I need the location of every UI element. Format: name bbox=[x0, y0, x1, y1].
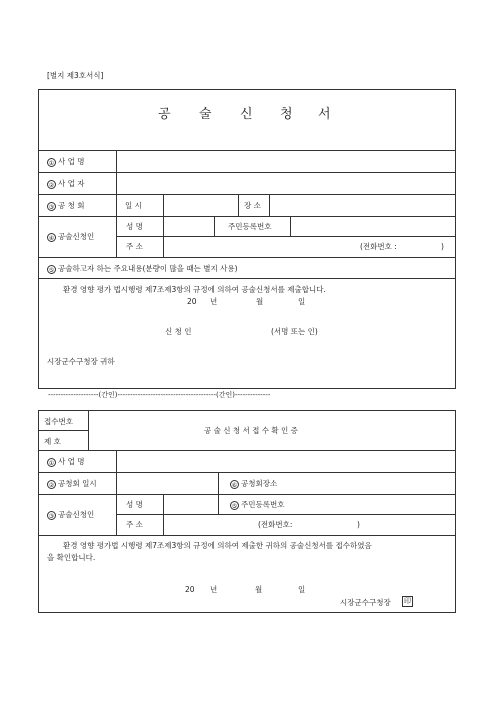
receipt-date-century: 20 bbox=[185, 585, 195, 594]
receipt-confirmation-text-2: 을 확인합니다. bbox=[47, 553, 96, 562]
receipt-phone-close: ) bbox=[357, 520, 360, 529]
form-title bbox=[38, 107, 456, 128]
business-operator-field[interactable] bbox=[117, 173, 455, 193]
row-public-hearing bbox=[47, 201, 85, 211]
circle-number: ② bbox=[48, 181, 55, 189]
circle-number: ④ bbox=[48, 234, 55, 242]
official-seal-icon: 印 bbox=[404, 597, 411, 605]
row-statement-content bbox=[47, 264, 238, 274]
business-name-field[interactable] bbox=[117, 151, 455, 171]
receipt-title: 공 술 신 청 서 접 수 확 인 증 bbox=[204, 426, 298, 435]
circle-number: ⑤ bbox=[231, 502, 238, 510]
receipt-number-label: 접수번호 bbox=[44, 417, 73, 426]
row-receipt-applicant bbox=[47, 510, 94, 520]
business-name-label: 사 업 명 bbox=[58, 157, 85, 166]
hearing-datetime-label: 일 시 bbox=[125, 201, 142, 210]
applicant-label: 공술신청인 bbox=[58, 232, 95, 241]
date-century: 20 bbox=[187, 297, 197, 306]
date-year: 년 bbox=[210, 297, 218, 306]
receipt-hearing-place-field[interactable] bbox=[290, 473, 455, 493]
date-day: 일 bbox=[298, 297, 306, 306]
applicant-id-label: 주민등록번호 bbox=[228, 222, 272, 231]
statement-content-label: 공술하고자 하는 주요내용(분량이 많을 때는 별지 사용) bbox=[58, 264, 238, 273]
applicant-name-label: 성 명 bbox=[126, 222, 143, 231]
phone-label: (전화번호 : bbox=[360, 242, 397, 251]
addressee: 시장군수구청장 귀하 bbox=[47, 357, 115, 366]
applicant-sign-label: 신 청 인 bbox=[165, 327, 192, 336]
receipt-hearing-datetime-field[interactable] bbox=[117, 473, 217, 493]
declaration-text: 환경 영향 평가 법시행령 제7조제3항의 규정에 의하여 공술신청서를 제출합니다. bbox=[63, 285, 326, 294]
circle-number: ⑤ bbox=[48, 266, 55, 274]
receipt-date-year: 년 bbox=[210, 585, 218, 594]
receipt-id-row bbox=[230, 500, 284, 510]
applicant-name-field[interactable] bbox=[164, 217, 213, 235]
receipt-address-field[interactable] bbox=[164, 515, 254, 534]
receipt-business-name-label: 사 업 명 bbox=[58, 457, 85, 466]
circle-number: ① bbox=[48, 159, 55, 167]
receipt-date-month: 월 bbox=[255, 585, 263, 594]
row-receipt-hearing-place bbox=[230, 479, 277, 489]
circle-number: ⑥ bbox=[231, 481, 238, 489]
public-hearing-label: 공 청 회 bbox=[58, 201, 85, 210]
receipt-date-day: 일 bbox=[298, 585, 306, 594]
circle-number: ③ bbox=[48, 512, 55, 520]
applicant-id-field[interactable] bbox=[291, 217, 455, 235]
receipt-name-label: 성 명 bbox=[126, 500, 143, 509]
receipt-address-label: 주 소 bbox=[126, 520, 143, 529]
date-month: 월 bbox=[256, 297, 264, 306]
circle-number: ③ bbox=[48, 203, 55, 211]
hearing-place-field[interactable] bbox=[270, 195, 455, 215]
circle-number: ② bbox=[48, 481, 55, 489]
applicant-address-field[interactable] bbox=[164, 237, 356, 256]
receipt-business-name-field[interactable] bbox=[117, 451, 455, 471]
issuer-label: 시장군수구청장 bbox=[340, 598, 391, 607]
circle-number: ① bbox=[48, 459, 55, 467]
phone-close: ) bbox=[441, 242, 444, 251]
title-char: 서 bbox=[318, 107, 331, 122]
form-number-label: [별지 제3호서식] bbox=[47, 71, 104, 80]
receipt-name-field[interactable] bbox=[164, 495, 217, 513]
receipt-phone-label: (전화번호: bbox=[258, 520, 293, 529]
title-char: 술 bbox=[199, 107, 212, 122]
title-char: 청 bbox=[280, 107, 293, 122]
row-business-name bbox=[47, 157, 85, 167]
receipt-applicant-label: 공술신청인 bbox=[58, 510, 95, 519]
receipt-hearing-datetime-label: 공청회 일시 bbox=[58, 479, 97, 488]
receipt-hearing-place-label: 공청회장소 bbox=[241, 479, 278, 488]
cut-line: --------------------(간인)---------------------------------------(간인)-------------- bbox=[48, 391, 271, 399]
hearing-place-label: 장 소 bbox=[244, 201, 261, 210]
row-applicant bbox=[47, 232, 94, 242]
document-number-label: 제 호 bbox=[44, 437, 61, 446]
title-char: 신 bbox=[240, 107, 253, 122]
receipt-id-field[interactable] bbox=[300, 495, 455, 513]
business-operator-label: 사 업 자 bbox=[58, 179, 85, 188]
row-receipt-hearing-datetime bbox=[47, 479, 97, 489]
title-char: 공 bbox=[158, 107, 171, 122]
row-business-operator bbox=[47, 179, 85, 189]
signature-note: (서명 또는 인) bbox=[271, 327, 318, 336]
hearing-datetime-field[interactable] bbox=[163, 195, 237, 215]
applicant-address-label: 주 소 bbox=[126, 242, 143, 251]
receipt-confirmation-text-1: 환경 영향 평가법 시행령 제7조제3항의 규정에 의하여 제출한 귀하의 공술신청서를 접수하였음 bbox=[63, 541, 372, 550]
row-receipt-business-name bbox=[47, 457, 85, 467]
receipt-id-label: 주민등록번호 bbox=[241, 500, 285, 509]
